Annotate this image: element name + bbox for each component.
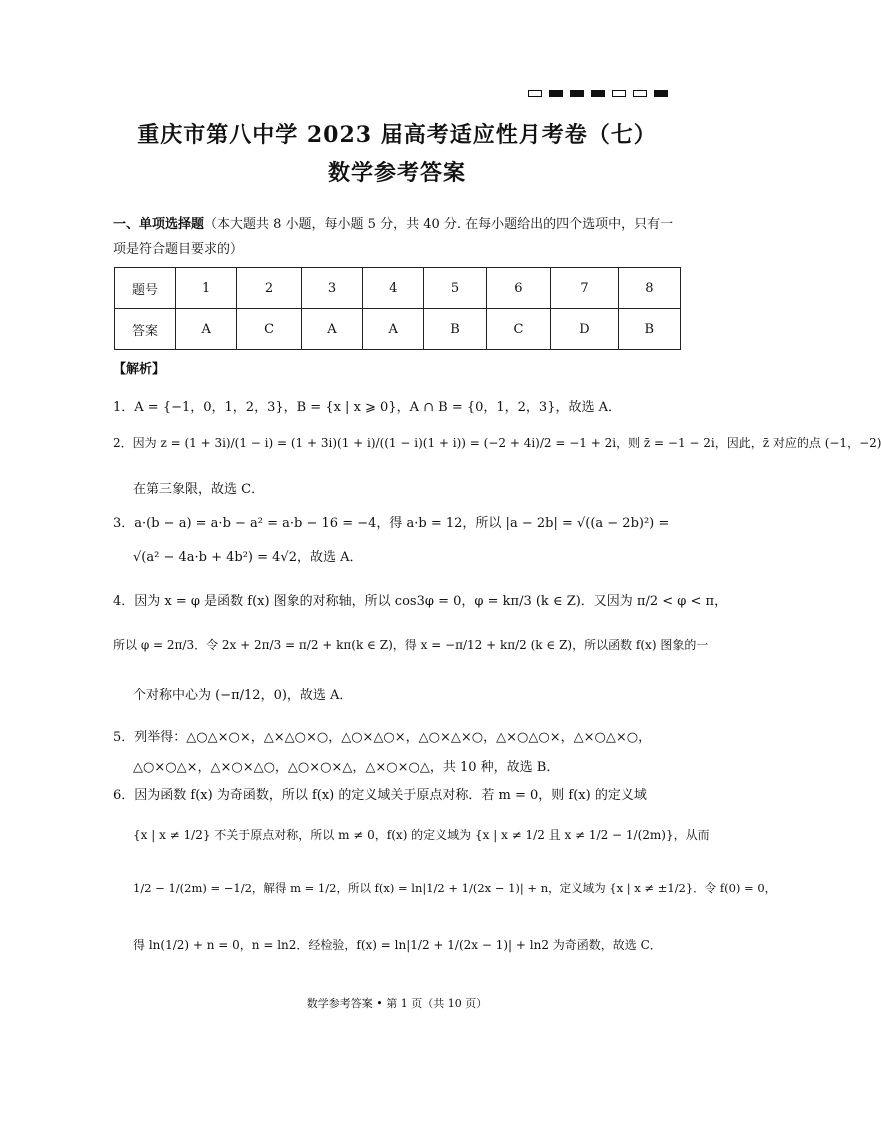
section-desc: （本大题共 8 小题，每小题 5 分，共 40 分. 在每小题给出的四个选项中，只有一项是符合题目要求的） xyxy=(113,217,674,257)
table-cell: 5 xyxy=(424,268,486,309)
title-line1: 重庆市第八中学 2023 届高考适应性月考卷（七） xyxy=(137,122,657,148)
table-row xyxy=(115,309,681,350)
solution-line: {x | x ≠ 1/2} 不关于原点对称，所以 m ≠ 0，f(x) 的定义域为 {x | x ≠ 1/2 且 x ≠ 1/2 − 1/(2m)}，从而 xyxy=(133,828,710,842)
title-line2: 数学参考答案 xyxy=(327,160,466,186)
section-title: 一、单项选择题 xyxy=(113,217,205,232)
mark-outline-1 xyxy=(528,90,542,97)
mark-outline-2 xyxy=(612,90,626,97)
solution-line: 6．因为函数 f(x) 为奇函数，所以 f(x) 的定义域关于原点对称．若 m = 0，则 f(x) 的定义域 xyxy=(113,788,647,803)
solution-line: 1．A = {−1，0，1，2，3}，B = {x | x ⩾ 0}，A ∩ B = {0，1，2，3}，故选 A． xyxy=(113,400,621,415)
solution-line: 在第三象限，故选 C． xyxy=(133,482,265,497)
section-heading xyxy=(113,212,683,262)
page-footer: 数学参考答案 • 第 1 页（共 10 页） xyxy=(306,997,488,1010)
table-row xyxy=(115,268,681,309)
table-cell: A xyxy=(363,309,424,350)
header-marks xyxy=(528,90,668,97)
table-cell: 8 xyxy=(618,268,680,309)
solution-line: 4．因为 x = φ 是函数 f(x) 图象的对称轴，所以 cos3φ = 0，φ = kπ/3 (k ∈ Z)．又因为 π/2 < φ < π， xyxy=(113,594,728,609)
table-cell: B xyxy=(424,309,486,350)
table-cell: 3 xyxy=(301,268,362,309)
row-label-answer: 答案 xyxy=(115,309,176,350)
table-cell: B xyxy=(618,309,680,350)
solution-line: √(a² − 4a·b + 4b²) = 4√2，故选 A． xyxy=(133,550,363,565)
mark-filled-1 xyxy=(549,90,563,97)
mark-filled-3 xyxy=(591,90,605,97)
row-label-number: 题号 xyxy=(115,268,176,309)
table-cell: C xyxy=(237,309,302,350)
solution-line: 所以 φ = 2π/3．令 2x + 2π/3 = π/2 + kπ(k ∈ Z)，得 x = −π/12 + kπ/2 (k ∈ Z)，所以函数 f(x) 图象的一 xyxy=(113,638,709,652)
solution-line: 5．列举得：△○△×○×，△×△○×○，△○×△○×，△○×△×○，△×○△○×，△×○△×○， xyxy=(113,730,652,745)
table-cell: 6 xyxy=(486,268,551,309)
solution-line: 个对称中心为 (−π/12，0)，故选 A． xyxy=(133,688,353,703)
table-cell: 7 xyxy=(551,268,618,309)
table-cell: A xyxy=(176,309,237,350)
analysis-label: 【解析】 xyxy=(113,362,166,377)
solution-line: △○×○△×，△×○×△○，△○×○×△，△×○×○△，共 10 种，故选 B． xyxy=(133,760,560,775)
mark-filled-2 xyxy=(570,90,584,97)
table-cell: 1 xyxy=(176,268,237,309)
solution-line: 2．因为 z = (1 + 3i)/(1 − i) = (1 + 3i)(1 + i)/((1 − i)(1 + i)) = (−2 + 4i)/2 = −1 + 2i，则 z̄ = −1 − 2i，因此，z̄ 对应的点 (−1，−2) xyxy=(113,436,881,450)
table-cell: C xyxy=(486,309,551,350)
solution-line: 1/2 − 1/(2m) = −1/2，解得 m = 1/2，所以 f(x) = ln|1/2 + 1/(2x − 1)| + n，定义域为 {x | x ≠ ±1/2}．令 f(0) = 0， xyxy=(133,881,777,895)
mark-outline-3 xyxy=(633,90,647,97)
table-cell: 2 xyxy=(237,268,302,309)
solution-line: 3．a·(b − a) = a·b − a² = a·b − 16 = −4，得 a·b = 12，所以 |a − 2b| = √((a − 2b)²) = xyxy=(113,516,670,531)
answer-table xyxy=(114,267,681,350)
solution-line: 得 ln(1/2) + n = 0，n = ln2．经检验，f(x) = ln|1/2 + 1/(2x − 1)| + ln2 为奇函数，故选 C． xyxy=(133,938,662,952)
table-cell: 4 xyxy=(363,268,424,309)
table-cell: D xyxy=(551,309,618,350)
table-cell: A xyxy=(301,309,362,350)
mark-filled-4 xyxy=(654,90,668,97)
